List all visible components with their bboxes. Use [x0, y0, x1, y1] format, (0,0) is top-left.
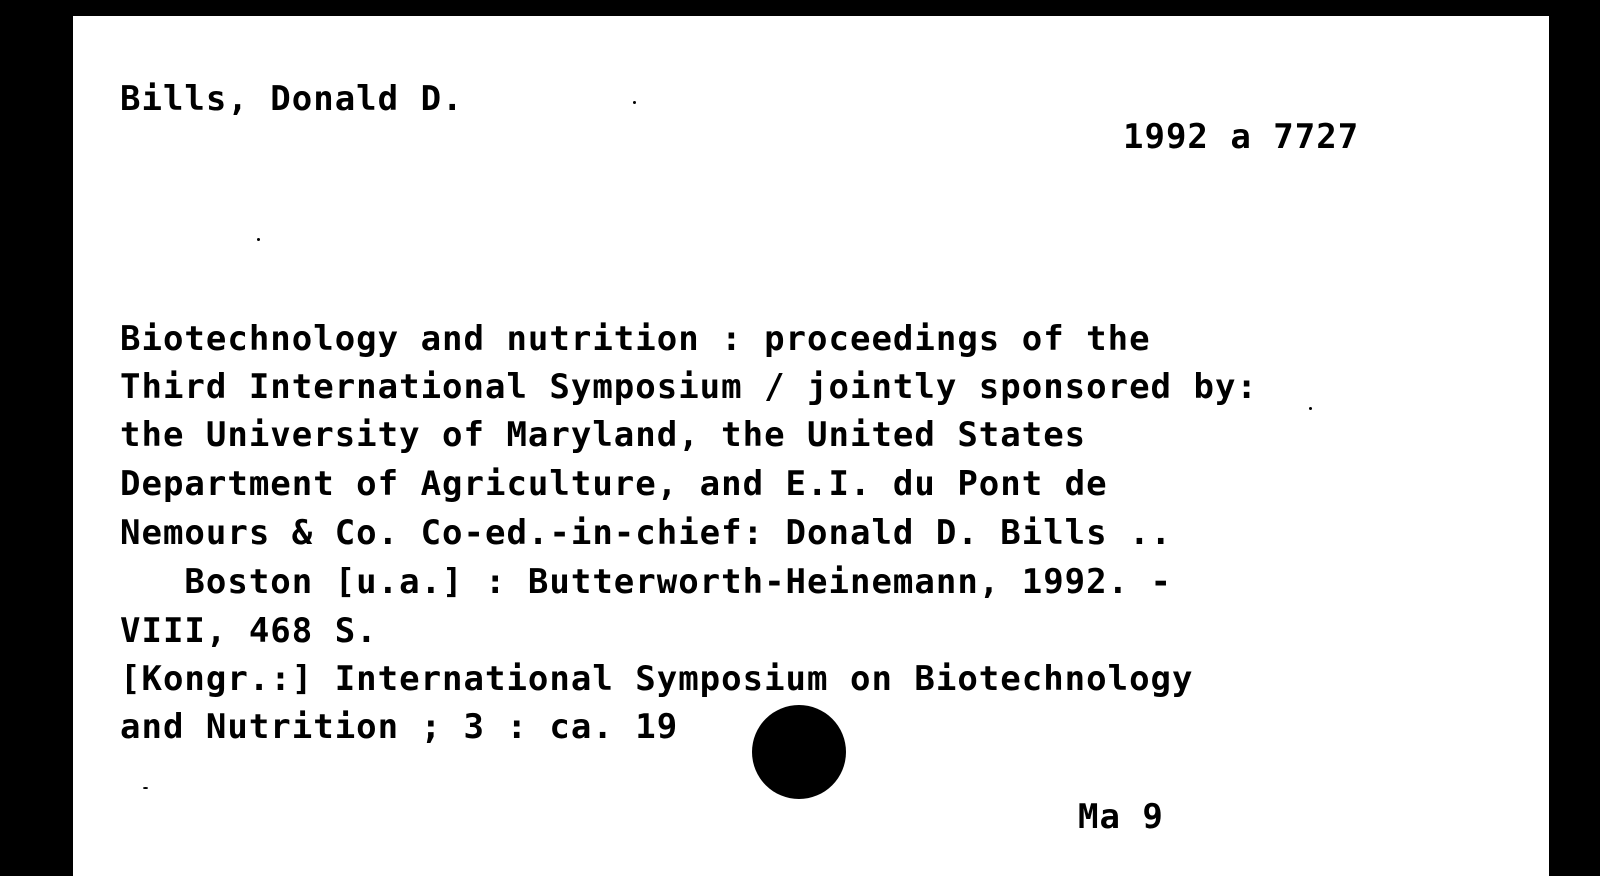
body-line: [Kongr.:] International Symposium on Biotechnology: [120, 659, 1194, 699]
body-line: Boston [u.a.] : Butterworth-Heinemann, 1992. -: [120, 562, 1173, 602]
punch-hole: [752, 705, 846, 799]
dust-speck: [1309, 407, 1312, 410]
body-line: Nemours & Co. Co-ed.-in-chief: Donald D. Bills ..: [120, 513, 1173, 553]
dust-speck: [257, 238, 260, 241]
body-line: Biotechnology and nutrition : proceedings of the: [120, 319, 1151, 359]
shelf-mark: Ma 9: [1078, 797, 1164, 837]
author-heading: Bills, Donald D.: [120, 79, 464, 119]
body-line: and Nutrition ; 3 : ca. 19: [120, 707, 679, 747]
dust-speck: [143, 787, 148, 789]
body-line: the University of Maryland, the United States: [120, 415, 1087, 455]
dust-speck: [633, 101, 636, 104]
call-number: 1992 a 7727: [1123, 117, 1360, 157]
body-line: Department of Agriculture, and E.I. du Pont de: [120, 464, 1108, 504]
catalog-card: [73, 16, 1549, 876]
body-line: VIII, 468 S.: [120, 611, 378, 651]
body-line: Third International Symposium / jointly sponsored by:: [120, 367, 1258, 407]
